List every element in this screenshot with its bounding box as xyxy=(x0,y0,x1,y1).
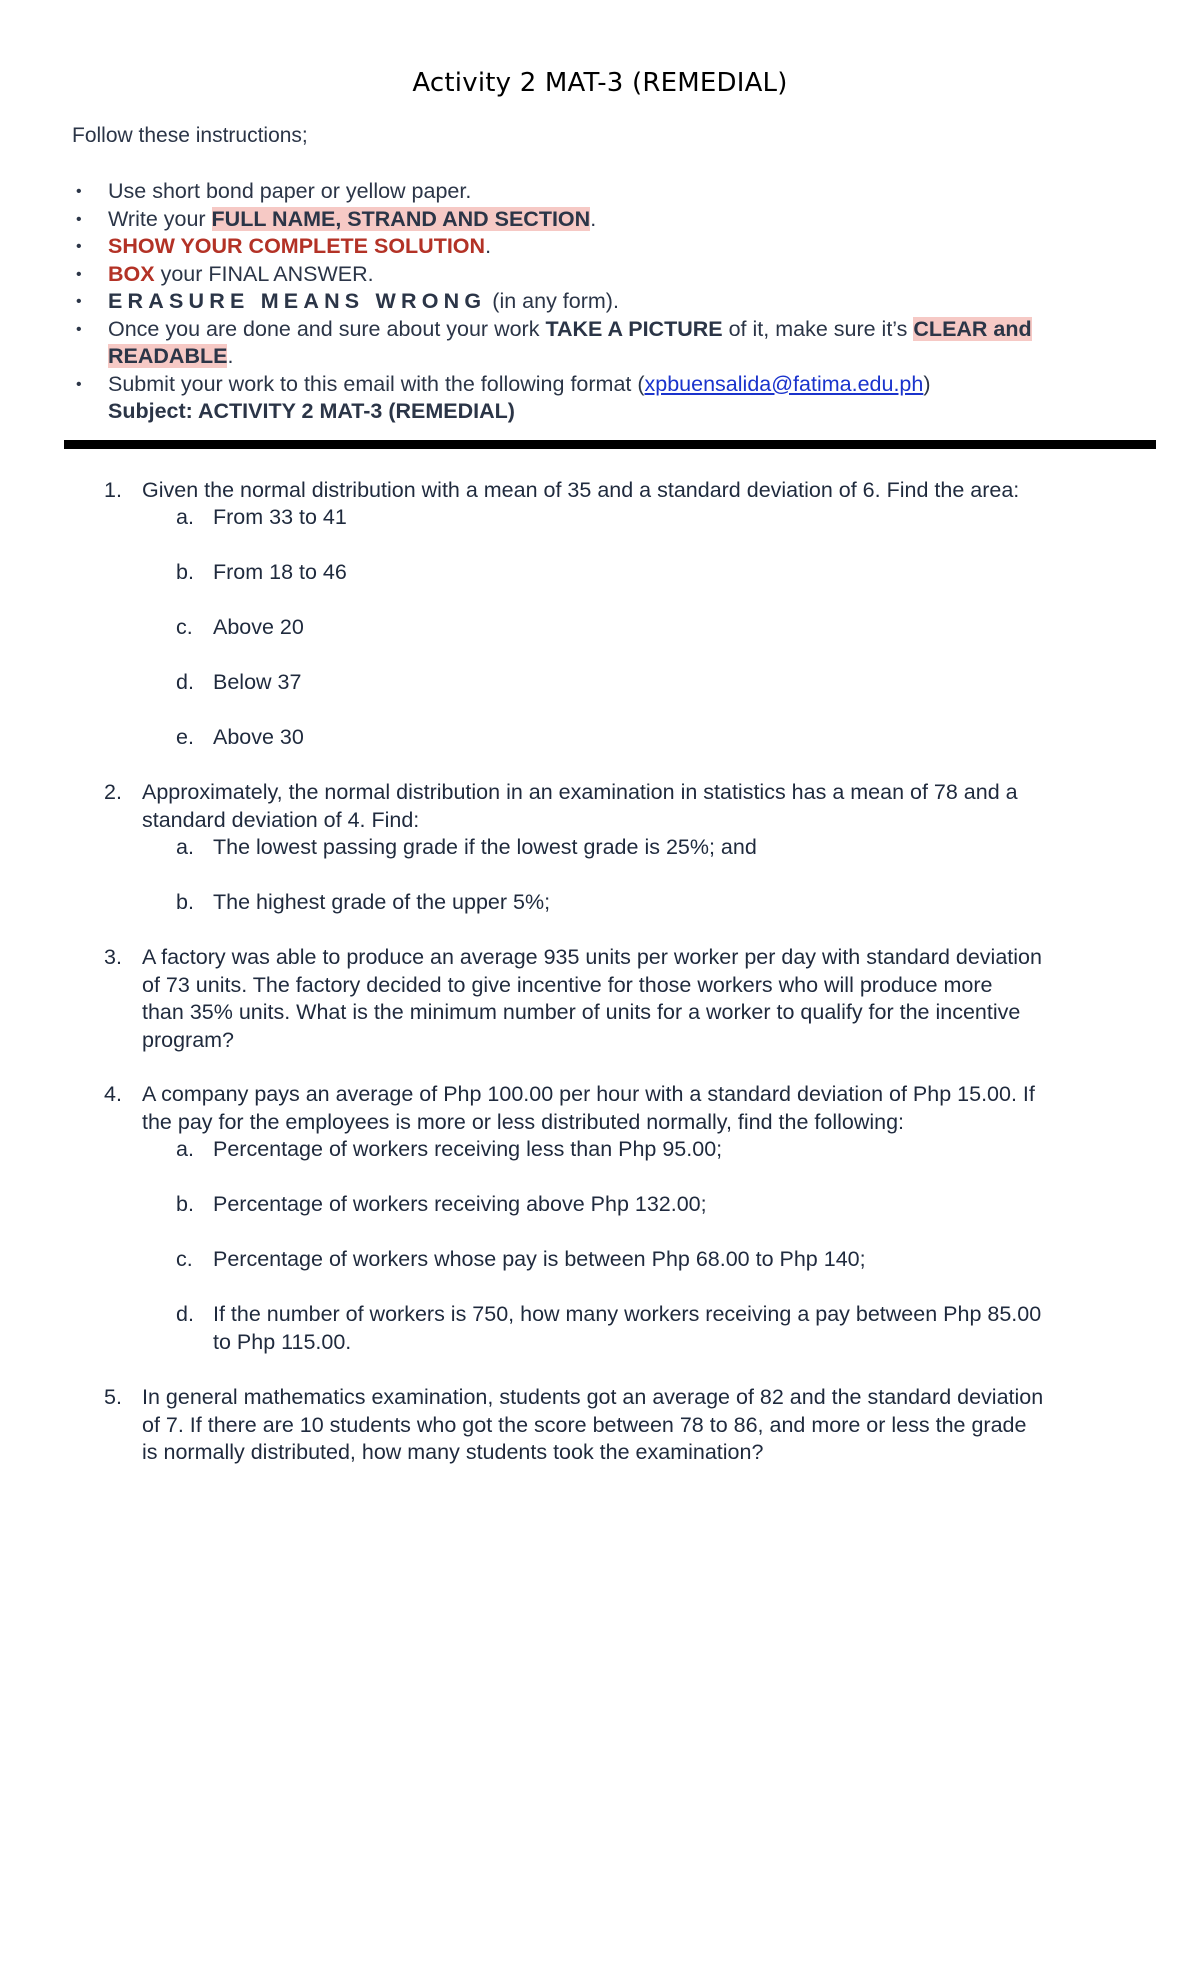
question-2-a: a. The lowest passing grade if the lowest grade is 25%; and xyxy=(176,835,757,859)
bullet-icon xyxy=(76,316,82,344)
intro-text: Follow these instructions; xyxy=(72,124,308,147)
question-1-c: c. Above 20 xyxy=(176,615,304,639)
question-4-a: a. Percentage of workers receiving less than Php 95.00; xyxy=(176,1137,723,1161)
question-2: 2. Approximately, the normal distribution in an examination in statistics has a mean of 78 and a standard deviation of 4. Find: xyxy=(104,780,1018,832)
bullet-icon xyxy=(76,206,82,234)
instruction-solution: • SHOW YOUR COMPLETE SOLUTION. xyxy=(72,233,1142,261)
instruction-erasure: • ERASURE MEANS WRONG (in any form). xyxy=(72,288,1142,316)
question-4: 4. A company pays an average of Php 100.00 per hour with a standard deviation of Php 15.00. If the pay for the employees is more or less distributed normally, find the following: xyxy=(104,1082,1035,1134)
question-1: 1. Given the normal distribution with a mean of 35 and a standard deviation of 6. Find the area: xyxy=(104,478,1020,502)
question-4-c: c. Percentage of workers whose pay is between Php 68.00 to Php 140; xyxy=(176,1247,866,1271)
question-1-a: a. From 33 to 41 xyxy=(176,505,347,529)
instruction-submit: • Submit your work to this email with the following format (xpbuensalida@fatima.edu.ph) Subject: ACTIVITY 2 MAT-3 (REMEDIAL) xyxy=(72,371,1142,426)
email-link[interactable]: xpbuensalida@fatima.edu.ph xyxy=(644,371,924,396)
instruction-name: • Write your FULL NAME, STRAND AND SECTION. xyxy=(72,206,1142,234)
bullet-icon xyxy=(76,371,82,399)
section-divider xyxy=(64,440,1156,449)
question-1-b: b. From 18 to 46 xyxy=(176,560,347,584)
question-4-b: b. Percentage of workers receiving above Php 132.00; xyxy=(176,1192,707,1216)
bullet-icon xyxy=(76,288,82,316)
question-1-e: e. Above 30 xyxy=(176,725,304,749)
instruction-paper: • Use short bond paper or yellow paper. xyxy=(72,178,1142,206)
question-1-d: d. Below 37 xyxy=(176,670,302,694)
bullet-icon xyxy=(76,261,82,289)
page-title: Activity 2 MAT-3 (REMEDIAL) xyxy=(412,68,788,98)
email-subject: Subject: ACTIVITY 2 MAT-3 (REMEDIAL) xyxy=(108,399,515,423)
question-5: 5. In general mathematics examination, students got an average of 82 and the standard deviation of 7. If there are 10 students who got the score between 78 to 86, and more or less the grade is normally distributed, how many students took the examination? xyxy=(104,1385,1044,1464)
instructions-list xyxy=(72,178,1142,426)
bullet-icon xyxy=(76,178,82,206)
bullet-icon xyxy=(76,233,82,261)
question-3: 3. A factory was able to produce an average 935 units per worker per day with standard deviation of 73 units. The factory decided to give incentive for those workers who will produce more than 35% units. What is the minimum number of units for a worker to qualify for the incentive program? xyxy=(104,945,1042,1052)
instruction-picture: • Once you are done and sure about your work TAKE A PICTURE of it, make sure it’s CLEAR and READABLE. xyxy=(72,316,1142,371)
question-4-d: d. If the number of workers is 750, how many workers receiving a pay between Php 85.00 to Php 115.00. xyxy=(176,1302,1042,1354)
highlight-readable: READABLE xyxy=(108,344,228,368)
highlight-full-name: FULL NAME, STRAND AND SECTION xyxy=(211,206,591,231)
highlight-clear: CLEAR and xyxy=(913,316,1032,341)
question-2-b: b. The highest grade of the upper 5%; xyxy=(176,890,551,914)
instruction-box: • BOX your FINAL ANSWER. xyxy=(72,261,1142,289)
